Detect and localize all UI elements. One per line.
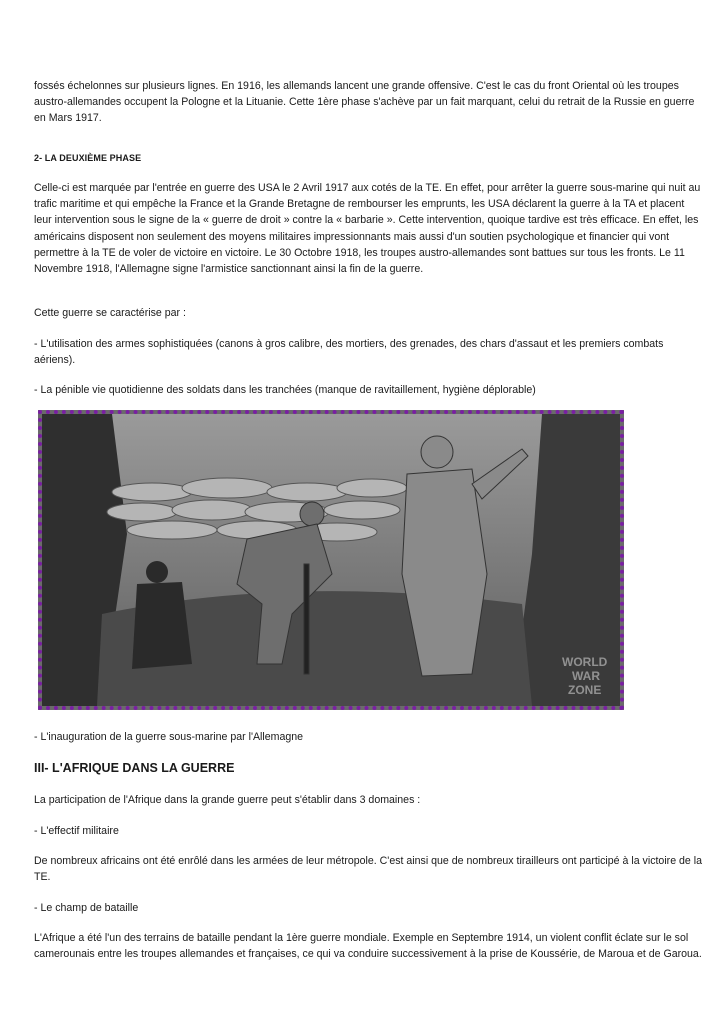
- intro-paragraph: fossés échelonnes sur plusieurs lignes. En 1916, les allemands lancent une grande offensive. C'est le cas du front Oriental où les troupes austro-allemandes occupent la Pologne et la Lituanie. Cette 1ère phase s'achève par un fait marquant, celui du retrait de la Russie en guerre en Mars 1917.: [34, 80, 695, 125]
- section3-heading: III- L'AFRIQUE DANS LA GUERRE: [34, 761, 235, 775]
- phase2-body: Celle-ci est marquée par l'entrée en guerre des USA le 2 Avril 1917 aux cotés de la TE. En effet, pour arrêter la guerre sous-marine qui nuit au trafic maritime et qui empêche la France et la Grande Bretagne de rembourser les emprunts, les USA déclarent la guerre à la TA et placent leur intervention sous le signe de la « guerre de droit » contre la « barbarie ». Cette intervention, quoique tardive est très efficace. En effet, les américains disposent non seulement des moyens militaires impressionnants mais aussi d'un soutien psychologique et financier qui vont permettre à la TE de voler de victoire en victoire. Le 30 Octobre 1918, les troupes austro-allemandes sont battues sur tous les fronts. Le 11 Novembre 1918, l'Allemagne signe l'armistice sanctionnant ainsi la fin de la guerre.: [34, 182, 701, 276]
- sandbags: [107, 478, 407, 541]
- trench-photo: [38, 410, 624, 710]
- phase2-heading: 2- LA DEUXIÈME PHASE: [34, 153, 142, 163]
- military-body: De nombreux africains ont été enrôlé dans les armées de leur métropole. C'est ainsi que de nombreux tirailleurs ont participé à la victoire de la TE.: [34, 855, 703, 884]
- svg-text:ZONE: ZONE: [568, 683, 602, 697]
- bullet-weapons: - L'utilisation des armes sophistiquées (canons à gros calibre, des mortiers, des grenades, des chars d'assaut et les premiers combats aériens).: [34, 338, 664, 367]
- bullet-trenches: - La pénible vie quotidienne des soldats dans les tranchées (manque de ravitaillement, hygiène déplorable): [34, 384, 536, 396]
- bullet-submarine: - L'inauguration de la guerre sous-marine par l'Allemagne: [34, 731, 304, 743]
- bullet-battlefield: - Le champ de bataille: [34, 902, 139, 914]
- trench-photo-image: [42, 414, 620, 706]
- africa-intro: La participation de l'Afrique dans la grande guerre peut s'établir dans 3 domaines :: [34, 794, 421, 806]
- bullet-military: - L'effectif militaire: [34, 825, 119, 837]
- battlefield-body: L'Afrique a été l'un des terrains de bataille pendant la 1ère guerre mondiale. Exemple en Septembre 1914, un violent conflit éclate sur le sol camerounais entre les troupes allemandes et françaises, ce qui va conduire successivement à la prise de Koussérie, de Maroua et de Garoua.: [34, 932, 702, 961]
- characterized-line: Cette guerre se caractérise par :: [34, 307, 186, 319]
- svg-text:WAR: WAR: [572, 669, 600, 683]
- svg-text:WORLD: WORLD: [562, 655, 608, 669]
